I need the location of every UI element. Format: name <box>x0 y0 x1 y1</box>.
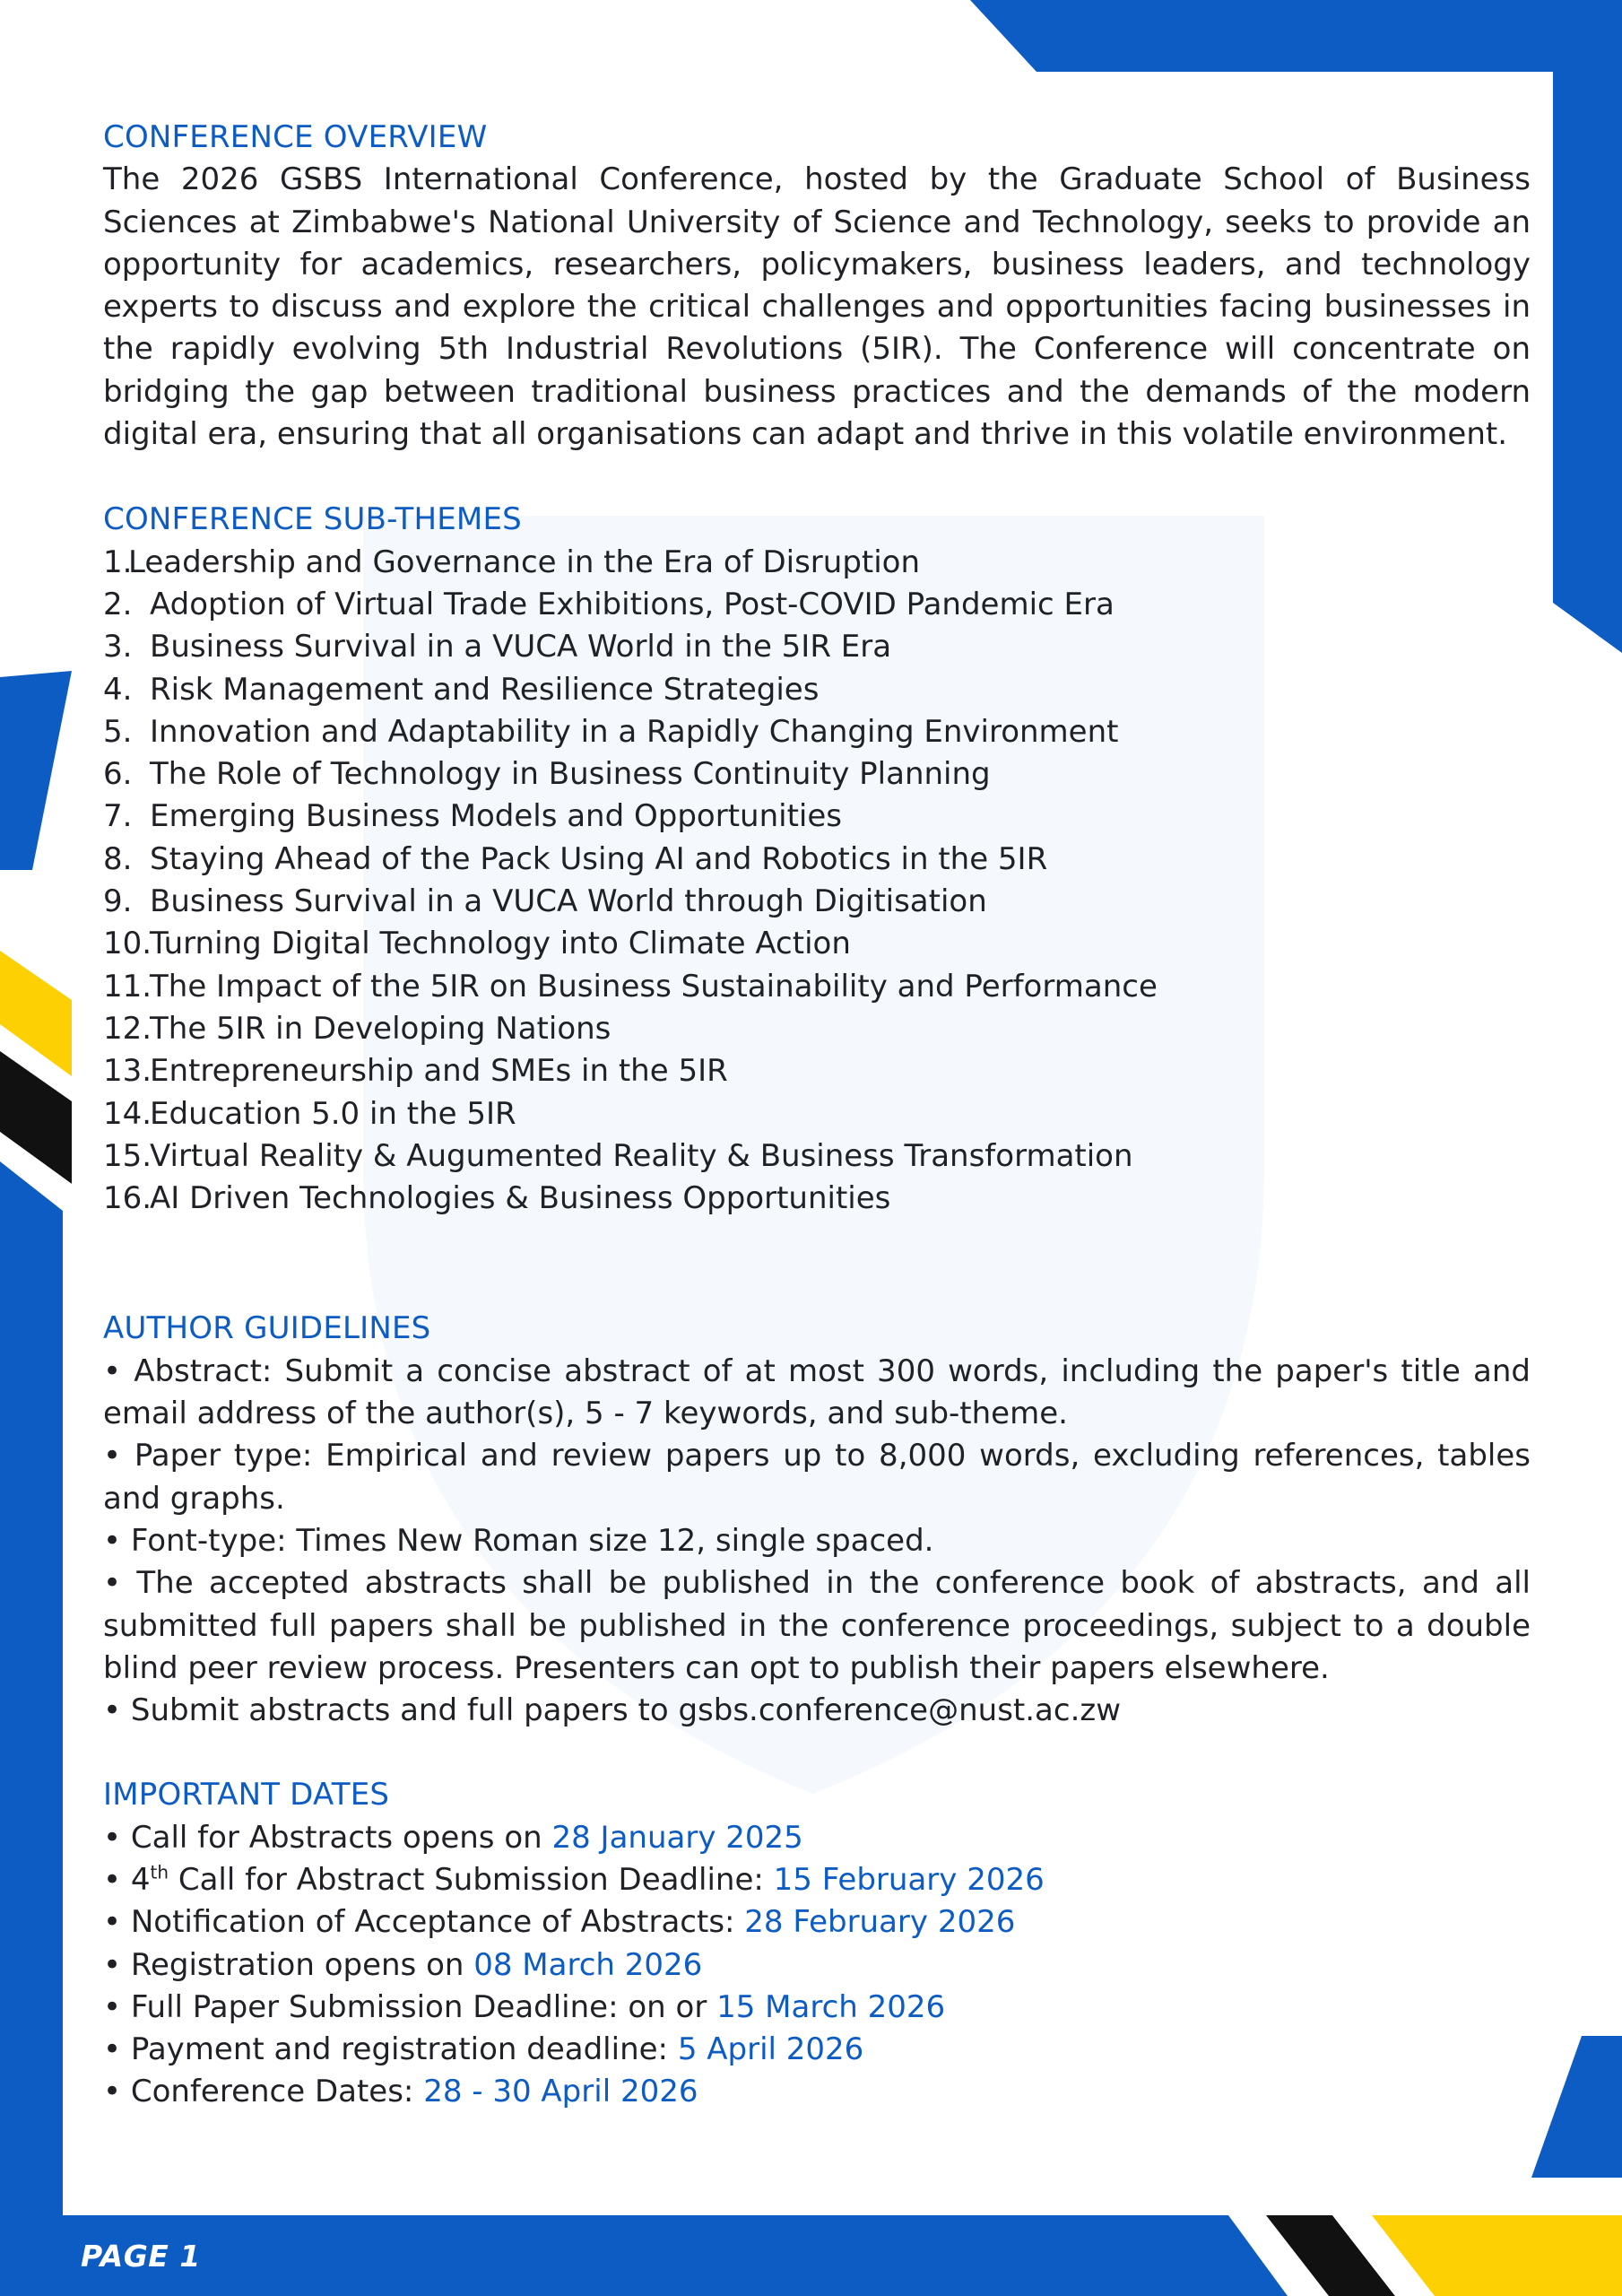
item-number: 5. <box>103 713 133 750</box>
top-right-banner <box>970 0 1622 72</box>
guideline-item: • The accepted abstracts shall be published in the conference book of abstracts, and all submitted full papers shall be published in the conference proceedings, subject to a double blind peer review process. Presenters can opt to publish their papers elsewhere. <box>103 1565 1531 1686</box>
guidelines-list <box>103 1351 1531 1733</box>
date-item <box>103 1901 1531 1944</box>
bottom-right-wedge <box>1578 2178 1622 2179</box>
subthemes-heading: CONFERENCE SUB-THEMES <box>103 501 522 538</box>
item-text: The Role of Technology in Business Continuity Planning <box>150 756 991 793</box>
item-number: 4. <box>103 671 133 708</box>
date-label: • Call for Abstracts opens on <box>103 1819 552 1856</box>
item-text: The Impact of the 5IR on Business Sustainability and Performance <box>150 968 1158 1004</box>
dates-section <box>103 1774 1531 2113</box>
item-number: 6. <box>103 756 133 793</box>
item-text: Staying Ahead of the Pack Using AI and Robotics in the 5IR <box>150 840 1048 877</box>
item-text: The 5IR in Developing Nations <box>150 1010 612 1047</box>
ordinal-suffix: th <box>150 1861 169 1883</box>
item-number: 12. <box>103 1010 152 1047</box>
item-text: Entrepreneurship and SMEs in the 5IR <box>150 1053 728 1090</box>
item-text: Turning Digital Technology into Climate Action <box>150 926 851 962</box>
list-item <box>103 1093 1531 1135</box>
date-item <box>103 1859 1531 1901</box>
item-number: 9. <box>103 883 133 920</box>
date-label: • Notification of Acceptance of Abstracts: <box>103 1904 745 1941</box>
item-text: Virtual Reality & Augumented Reality & Business Transformation <box>150 1137 1133 1174</box>
item-number: 7. <box>103 798 133 835</box>
item-number: 1. <box>103 544 133 580</box>
item-number: 3. <box>103 629 133 665</box>
list-item <box>103 1135 1531 1178</box>
date-label: • Registration opens on <box>103 1946 474 1983</box>
list-item <box>103 881 1531 923</box>
guideline-item: • Paper type: Empirical and review papers up to 8,000 words, excluding references, tables and graphs. <box>103 1438 1531 1517</box>
item-text: Risk Management and Resilience Strategies <box>150 671 820 708</box>
item-number: 14. <box>103 1095 152 1132</box>
overview-paragraph: The 2026 GSBS International Conference, hosted by the Graduate School of Business Sciences at Zimbabwe's National University of Science and Technology, seeks to provide an opportunity for academics, researchers, policymakers, business leaders, and technology experts to discuss and explore the critical challenges and opportunities facing businesses in the rapidly evolving 5th Industrial Revolutions (5IR). The Conference will concentrate on bridging the gap between traditional business practices and the demands of the modern digital era, ensuring that all organisations can adapt and thrive in this volatile environment. <box>103 161 1531 453</box>
subthemes-section <box>103 499 1531 1220</box>
list-item <box>103 839 1531 881</box>
item-number: 15. <box>103 1137 152 1174</box>
list-item <box>103 966 1531 1008</box>
list-item <box>103 584 1531 626</box>
date-value: 28 February 2026 <box>744 1904 1016 1941</box>
item-number: 13. <box>103 1053 152 1090</box>
date-item <box>103 1817 1531 1859</box>
date-value: 28 - 30 April 2026 <box>423 2074 698 2110</box>
list-item <box>103 1178 1531 1220</box>
list-item <box>103 1008 1531 1050</box>
item-number: 10. <box>103 926 152 962</box>
left-yellow-stripe <box>0 951 72 1076</box>
guideline-item: • Abstract: Submit a concise abstract of at most 300 words, including the paper's title and email address of the author(s), 5 - 7 keywords, and sub-theme. <box>103 1352 1531 1432</box>
date-label: Call for Abstract Submission Deadline: <box>169 1861 774 1898</box>
list-item <box>103 669 1531 711</box>
date-label: • Full Paper Submission Deadline: on or <box>103 1988 717 2025</box>
subthemes-list <box>103 542 1531 1221</box>
overview-heading: CONFERENCE OVERVIEW <box>103 119 488 155</box>
dates-list <box>103 1817 1531 2114</box>
item-text: Education 5.0 in the 5IR <box>150 1095 516 1132</box>
date-value: 15 February 2026 <box>773 1861 1045 1898</box>
bottom-right-blue-wedge <box>1531 2036 1622 2178</box>
guidelines-section <box>103 1308 1531 1732</box>
item-text: Leadership and Governance in the Era of Disruption <box>128 544 921 580</box>
item-text: Innovation and Adaptability in a Rapidly Changing Environment <box>150 713 1119 750</box>
date-label: • Payment and registration deadline: <box>103 2031 678 2068</box>
list-item <box>103 542 1531 584</box>
item-text: Business Survival in a VUCA World through Digitisation <box>150 883 987 920</box>
left-wedge <box>0 671 72 870</box>
overview-section <box>103 117 1531 456</box>
item-text: Adoption of Virtual Trade Exhibitions, Post-COVID Pandemic Era <box>150 586 1115 622</box>
list-item <box>103 796 1531 838</box>
date-value: 5 April 2026 <box>677 2031 864 2068</box>
list-item <box>103 626 1531 668</box>
date-value: 28 January 2025 <box>551 1819 803 1856</box>
date-item <box>103 2029 1531 2071</box>
right-side-bar <box>1553 72 1622 653</box>
date-item <box>103 2071 1531 2113</box>
date-item <box>103 1987 1531 2029</box>
date-item <box>103 1944 1531 1987</box>
page-number: PAGE 1 <box>81 2239 201 2274</box>
list-item <box>103 1050 1531 1092</box>
item-text: AI Driven Technologies & Business Opportunities <box>150 1180 891 1217</box>
date-label: • Conference Dates: <box>103 2074 424 2110</box>
dates-heading: IMPORTANT DATES <box>103 1777 390 1813</box>
list-item <box>103 753 1531 796</box>
left-bottom-bar <box>0 1161 63 2296</box>
item-number: 11. <box>103 968 152 1004</box>
date-value: 15 March 2026 <box>716 1988 946 2025</box>
guidelines-heading: AUTHOR GUIDELINES <box>103 1310 431 1347</box>
item-text: Emerging Business Models and Opportunities <box>150 798 842 835</box>
item-number: 16. <box>103 1180 152 1217</box>
guideline-item: • Submit abstracts and full papers to gsbs.conference@nust.ac.zw <box>103 1692 1122 1729</box>
item-number: 8. <box>103 840 133 877</box>
page-content <box>103 117 1531 2114</box>
date-value: 08 March 2026 <box>473 1946 703 1983</box>
guideline-item: • Font-type: Times New Roman size 12, single spaced. <box>103 1522 934 1559</box>
item-text: Business Survival in a VUCA World in the 5IR Era <box>150 629 892 665</box>
list-item <box>103 923 1531 965</box>
list-item <box>103 711 1531 753</box>
date-label-prefix: • 4 <box>103 1861 151 1898</box>
item-number: 2. <box>103 586 133 622</box>
